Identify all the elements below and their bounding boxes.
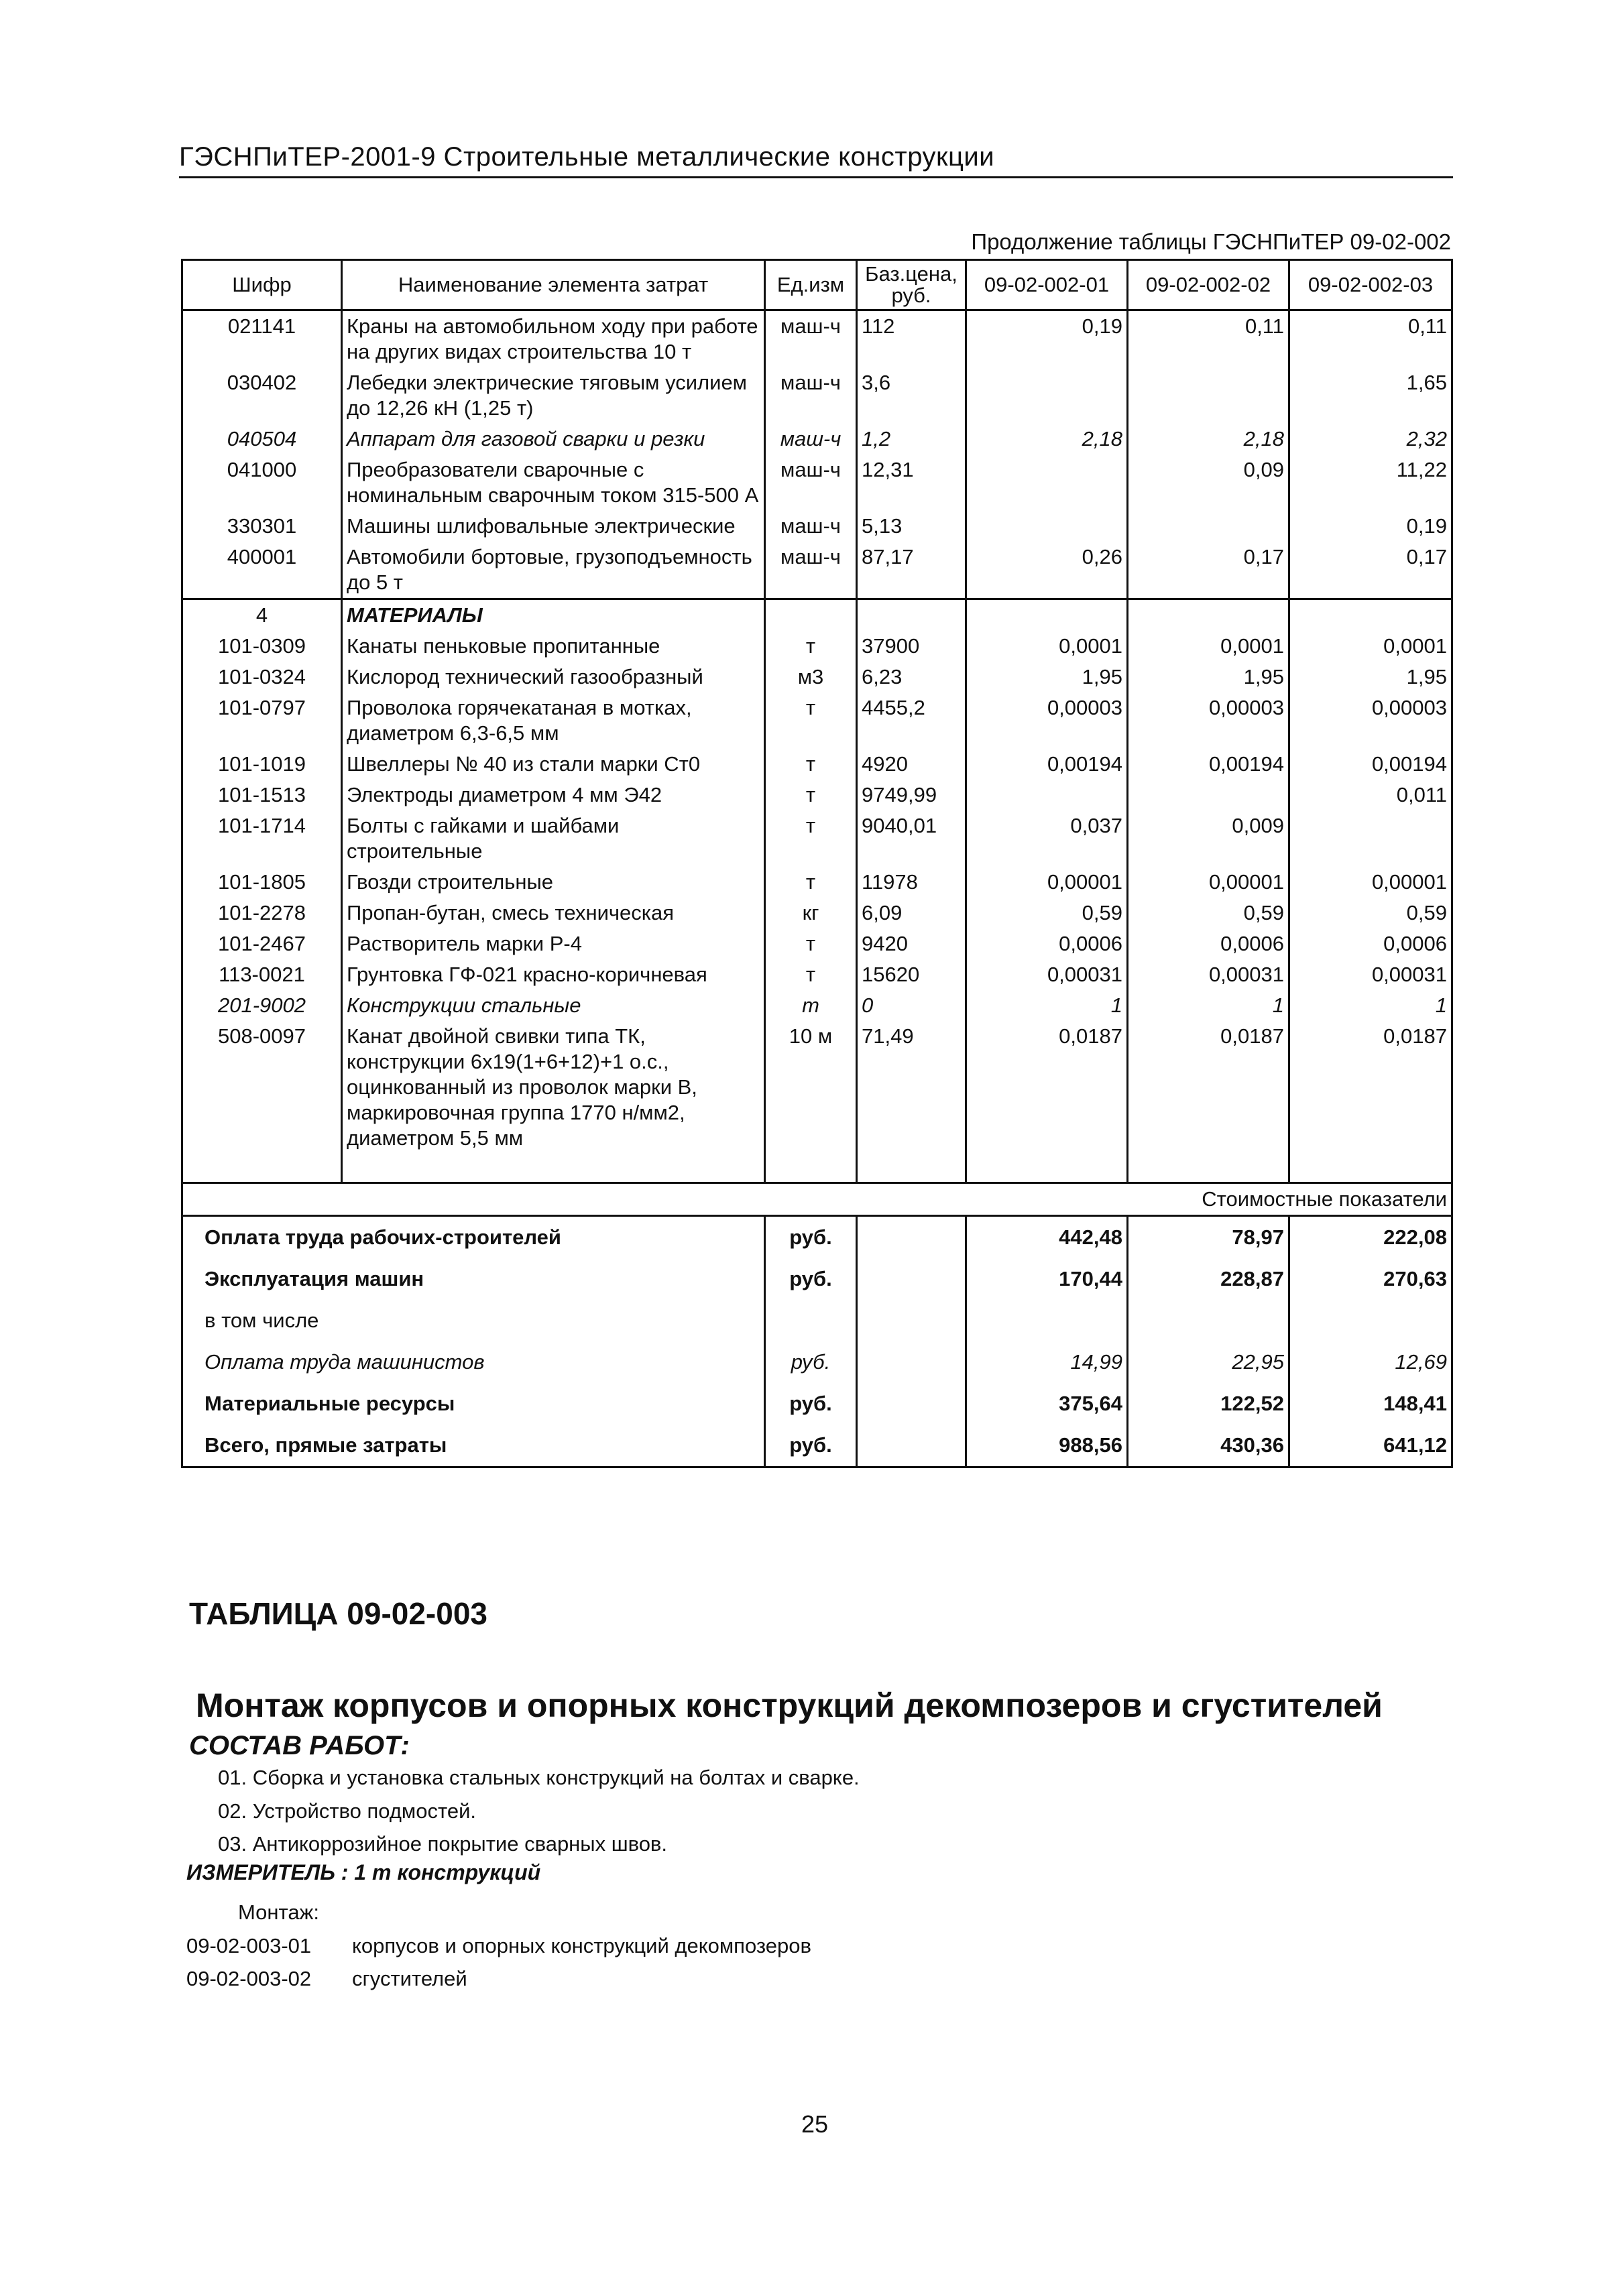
resource-code: 021141 bbox=[182, 310, 342, 368]
variant-2-value: 0,0001 bbox=[1128, 631, 1289, 662]
base-price: 9420 bbox=[857, 928, 966, 959]
cost-variant-2: 78,97 bbox=[1128, 1216, 1289, 1259]
resource-name: Автомобили бортовые, грузоподъемность до 5 т bbox=[342, 542, 765, 599]
variant-2-value: 0,17 bbox=[1128, 542, 1289, 599]
base-price: 11978 bbox=[857, 867, 966, 898]
resource-code: 201-9002 bbox=[182, 990, 342, 1021]
variant-3-value: 0,011 bbox=[1289, 780, 1452, 810]
cost-variant-2: 122,52 bbox=[1128, 1383, 1289, 1425]
table-row bbox=[182, 749, 1452, 780]
col-variant-2-header: 09-02-002-02 bbox=[1128, 260, 1289, 310]
variant-1-value bbox=[966, 511, 1128, 542]
variant-3-value: 11,22 bbox=[1289, 455, 1452, 511]
resource-code: 030402 bbox=[182, 367, 342, 424]
variant-1-value bbox=[966, 780, 1128, 810]
variant-2-value bbox=[1128, 780, 1289, 810]
base-price: 6,09 bbox=[857, 898, 966, 928]
resource-name: Преобразователи сварочные с номинальным сварочным током 315-500 А bbox=[342, 455, 765, 511]
cost-row bbox=[182, 1300, 1452, 1341]
cost-row bbox=[182, 1341, 1452, 1383]
col-name-header: Наименование элемента затрат bbox=[342, 260, 765, 310]
work-item: 01. Сборка и установка стальных конструкций на болтах и сварке. bbox=[218, 1766, 860, 1789]
base-price: 4455,2 bbox=[857, 692, 966, 749]
col-unit-header: Ед.изм bbox=[765, 260, 857, 310]
resource-unit: маш-ч bbox=[765, 367, 857, 424]
cost-variant-3: 12,69 bbox=[1289, 1341, 1452, 1383]
table-row bbox=[182, 692, 1452, 749]
cost-unit: руб. bbox=[765, 1425, 857, 1467]
table-row bbox=[182, 367, 1452, 424]
cost-row bbox=[182, 1383, 1452, 1425]
resource-code: 040504 bbox=[182, 424, 342, 455]
cost-variant-2 bbox=[1128, 1300, 1289, 1341]
resource-name: Электроды диаметром 4 мм Э42 bbox=[342, 780, 765, 810]
variant-2-value: 0,0187 bbox=[1128, 1021, 1289, 1154]
resource-unit: т bbox=[765, 959, 857, 990]
variant-2-value: 1,95 bbox=[1128, 662, 1289, 692]
resource-code: 508-0097 bbox=[182, 1021, 342, 1154]
resource-name: Канат двойной свивки типа ТК, конструкции 6х19(1+6+12)+1 о.с., оцинкованный из проволок марки В, маркировочная группа 1770 н/мм2, диаметром 5,5 мм bbox=[342, 1021, 765, 1154]
resource-name: Гвозди строительные bbox=[342, 867, 765, 898]
resource-unit: кг bbox=[765, 898, 857, 928]
variant-2-value: 0,00001 bbox=[1128, 867, 1289, 898]
variant-2-value: 1 bbox=[1128, 990, 1289, 1021]
table-row bbox=[182, 959, 1452, 990]
base-price: 37900 bbox=[857, 631, 966, 662]
variant-code: 09-02-003-01 bbox=[186, 1934, 312, 1957]
variant-1-value: 0,19 bbox=[966, 310, 1128, 368]
variant-1-value: 0,0187 bbox=[966, 1021, 1128, 1154]
cost-variant-3: 641,12 bbox=[1289, 1425, 1452, 1467]
variant-1-value: 0,00001 bbox=[966, 867, 1128, 898]
resource-name: Конструкции стальные bbox=[342, 990, 765, 1021]
variant-2-value: 2,18 bbox=[1128, 424, 1289, 455]
variant-3-value: 0,0006 bbox=[1289, 928, 1452, 959]
base-price: 15620 bbox=[857, 959, 966, 990]
variant-1-value: 0,00194 bbox=[966, 749, 1128, 780]
cost-label: Всего, прямые затраты bbox=[182, 1425, 765, 1467]
cost-variant-1: 442,48 bbox=[966, 1216, 1128, 1259]
resource-name: Растворитель марки Р-4 bbox=[342, 928, 765, 959]
cost-variant-2: 228,87 bbox=[1128, 1258, 1289, 1300]
cost-label: в том числе bbox=[182, 1300, 765, 1341]
variant-2-value: 0,00031 bbox=[1128, 959, 1289, 990]
variant-1-value: 0,00031 bbox=[966, 959, 1128, 990]
resource-name: Краны на автомобильном ходу при работе на других видах строительства 10 т bbox=[342, 310, 765, 368]
variant-2-value bbox=[1128, 367, 1289, 424]
resource-code: 113-0021 bbox=[182, 959, 342, 990]
col-price-header: Баз.цена, руб. bbox=[857, 260, 966, 310]
base-price: 9749,99 bbox=[857, 780, 966, 810]
cost-variant-1: 988,56 bbox=[966, 1425, 1128, 1467]
variant-1-value: 1 bbox=[966, 990, 1128, 1021]
base-price: 9040,01 bbox=[857, 810, 966, 867]
base-price: 1,2 bbox=[857, 424, 966, 455]
variant-3-value: 0,0001 bbox=[1289, 631, 1452, 662]
section-code: 4 bbox=[182, 599, 342, 631]
resource-name: Болты с гайками и шайбами строительные bbox=[342, 810, 765, 867]
table-row bbox=[182, 1021, 1452, 1154]
cost-label: Материальные ресурсы bbox=[182, 1383, 765, 1425]
variant-1-value: 0,0006 bbox=[966, 928, 1128, 959]
variant-1-value: 0,59 bbox=[966, 898, 1128, 928]
work-item: 02. Устройство подмостей. bbox=[218, 1799, 477, 1823]
section-heading: Монтаж корпусов и опорных конструкций декомпозеров и сгустителей bbox=[196, 1687, 1383, 1724]
empty-cell bbox=[857, 1216, 966, 1259]
cost-unit: руб. bbox=[765, 1258, 857, 1300]
variant-3-value: 0,00001 bbox=[1289, 867, 1452, 898]
resource-code: 330301 bbox=[182, 511, 342, 542]
variant-text: корпусов и опорных конструкций декомпозеров bbox=[352, 1934, 811, 1957]
page-number: 25 bbox=[801, 2110, 829, 2138]
table-row bbox=[182, 662, 1452, 692]
variant-2-value: 0,11 bbox=[1128, 310, 1289, 368]
resource-unit: т bbox=[765, 867, 857, 898]
empty-cell bbox=[857, 1258, 966, 1300]
section-name: МАТЕРИАЛЫ bbox=[342, 599, 765, 631]
resource-name: Канаты пеньковые пропитанные bbox=[342, 631, 765, 662]
resource-unit: т bbox=[765, 928, 857, 959]
base-price: 3,6 bbox=[857, 367, 966, 424]
cost-unit: руб. bbox=[765, 1216, 857, 1259]
cost-header: Стоимостные показатели bbox=[182, 1183, 1452, 1216]
resource-code: 041000 bbox=[182, 455, 342, 511]
table-row bbox=[182, 424, 1452, 455]
variant-code: 09-02-003-02 bbox=[186, 1967, 312, 1990]
resource-code: 101-2467 bbox=[182, 928, 342, 959]
resource-name: Аппарат для газовой сварки и резки bbox=[342, 424, 765, 455]
table-continuation-note: Продолжение таблицы ГЭСНПиТЕР 09-02-002 bbox=[971, 229, 1451, 254]
variant-3-value: 2,32 bbox=[1289, 424, 1452, 455]
running-header: ГЭСНПиТЕР-2001-9 Строительные металлические конструкции bbox=[179, 142, 1453, 178]
variant-2-value: 0,009 bbox=[1128, 810, 1289, 867]
resource-name: Машины шлифовальные электрические bbox=[342, 511, 765, 542]
resource-unit: т bbox=[765, 810, 857, 867]
cost-label: Оплата труда рабочих-строителей bbox=[182, 1216, 765, 1259]
resource-name: Проволока горячекатаная в мотках, диаметром 6,3-6,5 мм bbox=[342, 692, 765, 749]
resource-unit: маш-ч bbox=[765, 542, 857, 599]
base-price: 71,49 bbox=[857, 1021, 966, 1154]
base-price: 4920 bbox=[857, 749, 966, 780]
cost-label: Эксплуатация машин bbox=[182, 1258, 765, 1300]
variant-3-value: 1,95 bbox=[1289, 662, 1452, 692]
machines-rows bbox=[182, 310, 1452, 599]
cost-variant-1: 14,99 bbox=[966, 1341, 1128, 1383]
resource-code: 101-0797 bbox=[182, 692, 342, 749]
table-row bbox=[182, 310, 1452, 368]
empty-cell bbox=[857, 1341, 966, 1383]
variant-1-value: 0,26 bbox=[966, 542, 1128, 599]
resource-unit: маш-ч bbox=[765, 424, 857, 455]
resource-code: 101-1513 bbox=[182, 780, 342, 810]
resource-code: 101-2278 bbox=[182, 898, 342, 928]
materials-section-row bbox=[182, 599, 1452, 631]
resource-code: 101-1019 bbox=[182, 749, 342, 780]
resource-unit: м3 bbox=[765, 662, 857, 692]
materials-rows bbox=[182, 599, 1452, 1183]
variant-text: сгустителей bbox=[352, 1967, 467, 1990]
variant-1-value: 2,18 bbox=[966, 424, 1128, 455]
col-variant-1-header: 09-02-002-01 bbox=[966, 260, 1128, 310]
cost-row bbox=[182, 1258, 1452, 1300]
resource-table bbox=[181, 259, 1453, 1468]
table-row bbox=[182, 928, 1452, 959]
table-title: ТАБЛИЦА 09-02-003 bbox=[189, 1596, 487, 1631]
resource-unit: т bbox=[765, 780, 857, 810]
measurement-unit: ИЗМЕРИТЕЛЬ : 1 т конструкций bbox=[186, 1860, 541, 1884]
empty-cell bbox=[857, 1383, 966, 1425]
resource-unit: т bbox=[765, 990, 857, 1021]
base-price: 0 bbox=[857, 990, 966, 1021]
variant-3-value: 0,00194 bbox=[1289, 749, 1452, 780]
resource-code: 101-1805 bbox=[182, 867, 342, 898]
cost-rows bbox=[182, 1183, 1452, 1467]
base-price: 112 bbox=[857, 310, 966, 368]
cost-variant-1: 375,64 bbox=[966, 1383, 1128, 1425]
variant-2-value: 0,00194 bbox=[1128, 749, 1289, 780]
resource-name: Грунтовка ГФ-021 красно-коричневая bbox=[342, 959, 765, 990]
resource-unit: т bbox=[765, 631, 857, 662]
col-code-header: Шифр bbox=[182, 260, 342, 310]
variant-2-value: 0,00003 bbox=[1128, 692, 1289, 749]
resource-unit: т bbox=[765, 692, 857, 749]
table-row bbox=[182, 455, 1452, 511]
resource-code: 101-0309 bbox=[182, 631, 342, 662]
variant-2-value: 0,09 bbox=[1128, 455, 1289, 511]
resource-unit: маш-ч bbox=[765, 455, 857, 511]
table-row bbox=[182, 511, 1452, 542]
variant-3-value: 0,19 bbox=[1289, 511, 1452, 542]
works-label: СОСТАВ РАБОТ: bbox=[189, 1731, 410, 1760]
resource-unit: 10 м bbox=[765, 1021, 857, 1154]
variant-3-value bbox=[1289, 810, 1452, 867]
cost-unit: руб. bbox=[765, 1341, 857, 1383]
variant-2-value bbox=[1128, 511, 1289, 542]
variant-3-value: 0,11 bbox=[1289, 310, 1452, 368]
table-row bbox=[182, 990, 1452, 1021]
variant-3-value: 1,65 bbox=[1289, 367, 1452, 424]
cost-unit: руб. bbox=[765, 1383, 857, 1425]
table-row bbox=[182, 542, 1452, 599]
variant-2-value: 0,59 bbox=[1128, 898, 1289, 928]
table-header-row bbox=[182, 260, 1452, 310]
cost-variant-1: 170,44 bbox=[966, 1258, 1128, 1300]
montazh-label: Монтаж: bbox=[238, 1900, 319, 1924]
empty-cell bbox=[857, 1300, 966, 1341]
cost-variant-1 bbox=[966, 1300, 1128, 1341]
table-row bbox=[182, 898, 1452, 928]
table-row bbox=[182, 867, 1452, 898]
resource-code: 400001 bbox=[182, 542, 342, 599]
resource-name: Швеллеры № 40 из стали марки Ст0 bbox=[342, 749, 765, 780]
table-row bbox=[182, 810, 1452, 867]
cost-label: Оплата труда машинистов bbox=[182, 1341, 765, 1383]
variant-1-value: 1,95 bbox=[966, 662, 1128, 692]
resource-unit: маш-ч bbox=[765, 511, 857, 542]
cost-row bbox=[182, 1216, 1452, 1259]
base-price: 5,13 bbox=[857, 511, 966, 542]
base-price: 87,17 bbox=[857, 542, 966, 599]
cost-unit bbox=[765, 1300, 857, 1341]
resource-code: 101-0324 bbox=[182, 662, 342, 692]
cost-header-row bbox=[182, 1183, 1452, 1216]
variant-3-value: 0,59 bbox=[1289, 898, 1452, 928]
table-row bbox=[182, 780, 1452, 810]
resource-name: Пропан-бутан, смесь техническая bbox=[342, 898, 765, 928]
variant-1-value bbox=[966, 367, 1128, 424]
resource-unit: т bbox=[765, 749, 857, 780]
base-price: 6,23 bbox=[857, 662, 966, 692]
cost-row bbox=[182, 1425, 1452, 1467]
variant-3-value: 1 bbox=[1289, 990, 1452, 1021]
cost-variant-3: 270,63 bbox=[1289, 1258, 1452, 1300]
variant-1-value: 0,0001 bbox=[966, 631, 1128, 662]
resource-name: Лебедки электрические тяговым усилием до 12,26 кН (1,25 т) bbox=[342, 367, 765, 424]
variant-1-value: 0,00003 bbox=[966, 692, 1128, 749]
cost-variant-2: 430,36 bbox=[1128, 1425, 1289, 1467]
variant-3-value: 0,17 bbox=[1289, 542, 1452, 599]
variant-1-value: 0,037 bbox=[966, 810, 1128, 867]
table-row bbox=[182, 631, 1452, 662]
cost-variant-3: 148,41 bbox=[1289, 1383, 1452, 1425]
col-variant-3-header: 09-02-002-03 bbox=[1289, 260, 1452, 310]
variant-3-value: 0,0187 bbox=[1289, 1021, 1452, 1154]
cost-variant-3: 222,08 bbox=[1289, 1216, 1452, 1259]
base-price: 12,31 bbox=[857, 455, 966, 511]
variant-3-value: 0,00031 bbox=[1289, 959, 1452, 990]
variant-1-value bbox=[966, 455, 1128, 511]
cost-variant-3 bbox=[1289, 1300, 1452, 1341]
resource-code: 101-1714 bbox=[182, 810, 342, 867]
variant-2-value: 0,0006 bbox=[1128, 928, 1289, 959]
empty-cell bbox=[857, 1425, 966, 1467]
spacer-row bbox=[182, 1154, 1452, 1183]
variant-3-value: 0,00003 bbox=[1289, 692, 1452, 749]
work-item: 03. Антикоррозийное покрытие сварных швов. bbox=[218, 1832, 668, 1856]
cost-variant-2: 22,95 bbox=[1128, 1341, 1289, 1383]
resource-name: Кислород технический газообразный bbox=[342, 662, 765, 692]
resource-unit: маш-ч bbox=[765, 310, 857, 368]
